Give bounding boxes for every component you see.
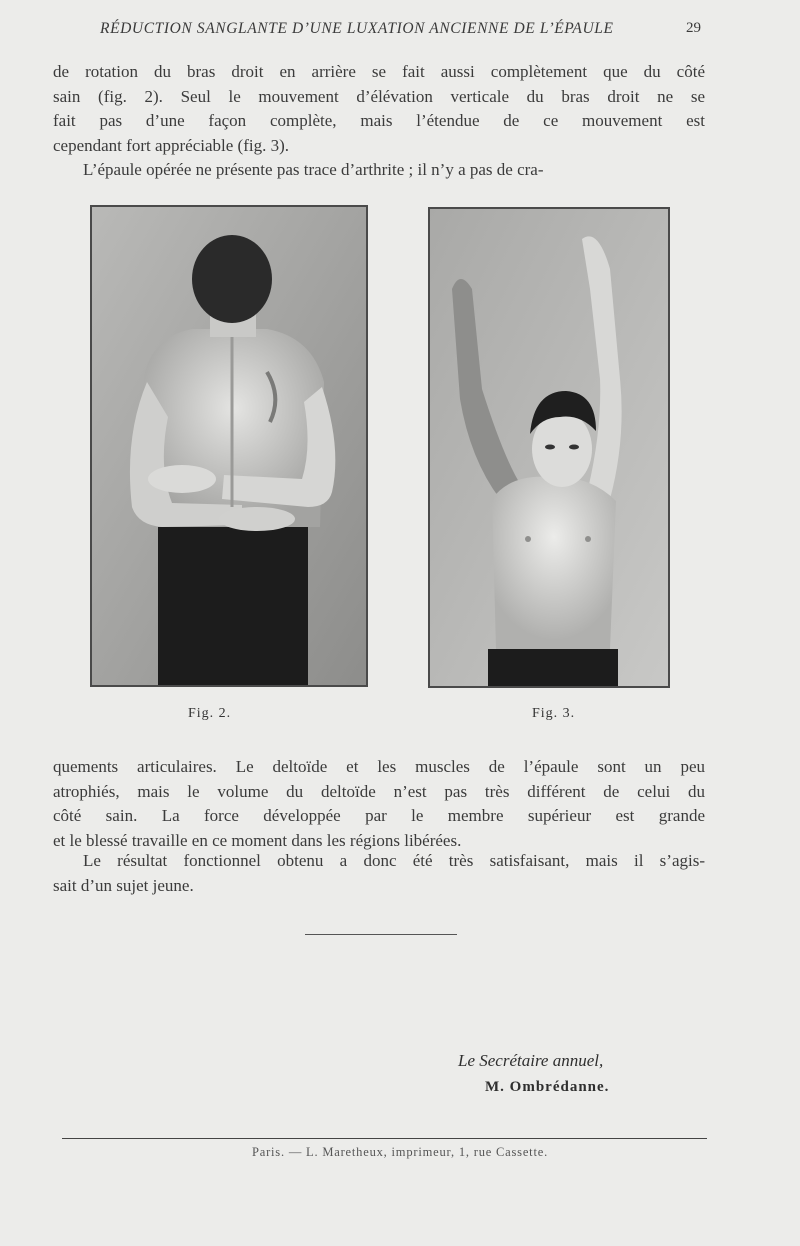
paragraph-3 [53, 755, 705, 853]
text-line: cependant fort appréciable (fig. 3). [53, 135, 289, 155]
footer-divider [62, 1138, 707, 1139]
text-line: de rotation du bras droit en arrière se fait aussi complètement que du côté [53, 62, 705, 81]
text-line: quements articulaires. Le deltoïde et les muscles de l’épaule sont un peu [53, 757, 705, 776]
signature-name: M. Ombrédanne. [485, 1079, 610, 1095]
printer-imprint: Paris. — L. Maretheux, imprimeur, 1, rue Cassette. [251, 1145, 549, 1159]
text-line: fait pas d’une façon complète, mais l’étendue de ce mouvement est [53, 111, 705, 130]
text-line: L’épaule opérée ne présente pas trace d’arthrite ; il n’y a pas de cra- [83, 160, 544, 179]
text-line: sait d’un sujet jeune. [53, 875, 194, 895]
text-line: Le résultat fonctionnel obtenu a donc été très satisfaisant, mais il s’agis- [83, 851, 705, 870]
text-line: côté sain. La force développée par le membre supérieur est grande [53, 806, 705, 825]
figure-2-caption: Fig. 2. [188, 706, 232, 721]
page-number: 29 [686, 20, 701, 36]
signature-title: Le Secrétaire annuel, [458, 1051, 604, 1070]
paragraph-2 [53, 158, 705, 183]
running-header: RÉDUCTION SANGLANTE D’UNE LUXATION ANCIENNE DE L’ÉPAULE [100, 20, 614, 37]
text-line: et le blessé travaille en ce moment dans les régions libérées. [53, 830, 462, 850]
figure-2-photo [90, 205, 368, 687]
figure-3-photo [428, 207, 670, 688]
signature-block [458, 1048, 609, 1100]
paragraph-1 [53, 60, 705, 158]
section-divider [305, 934, 457, 935]
paragraph-4 [53, 849, 705, 898]
text-line: atrophiés, mais le volume du deltoïde n’est pas très différent de celui du [53, 781, 705, 801]
figure-3-caption: Fig. 3. [532, 706, 576, 721]
text-line: sain (fig. 2). Seul le mouvement d’élévation verticale du bras droit ne se [53, 86, 705, 106]
